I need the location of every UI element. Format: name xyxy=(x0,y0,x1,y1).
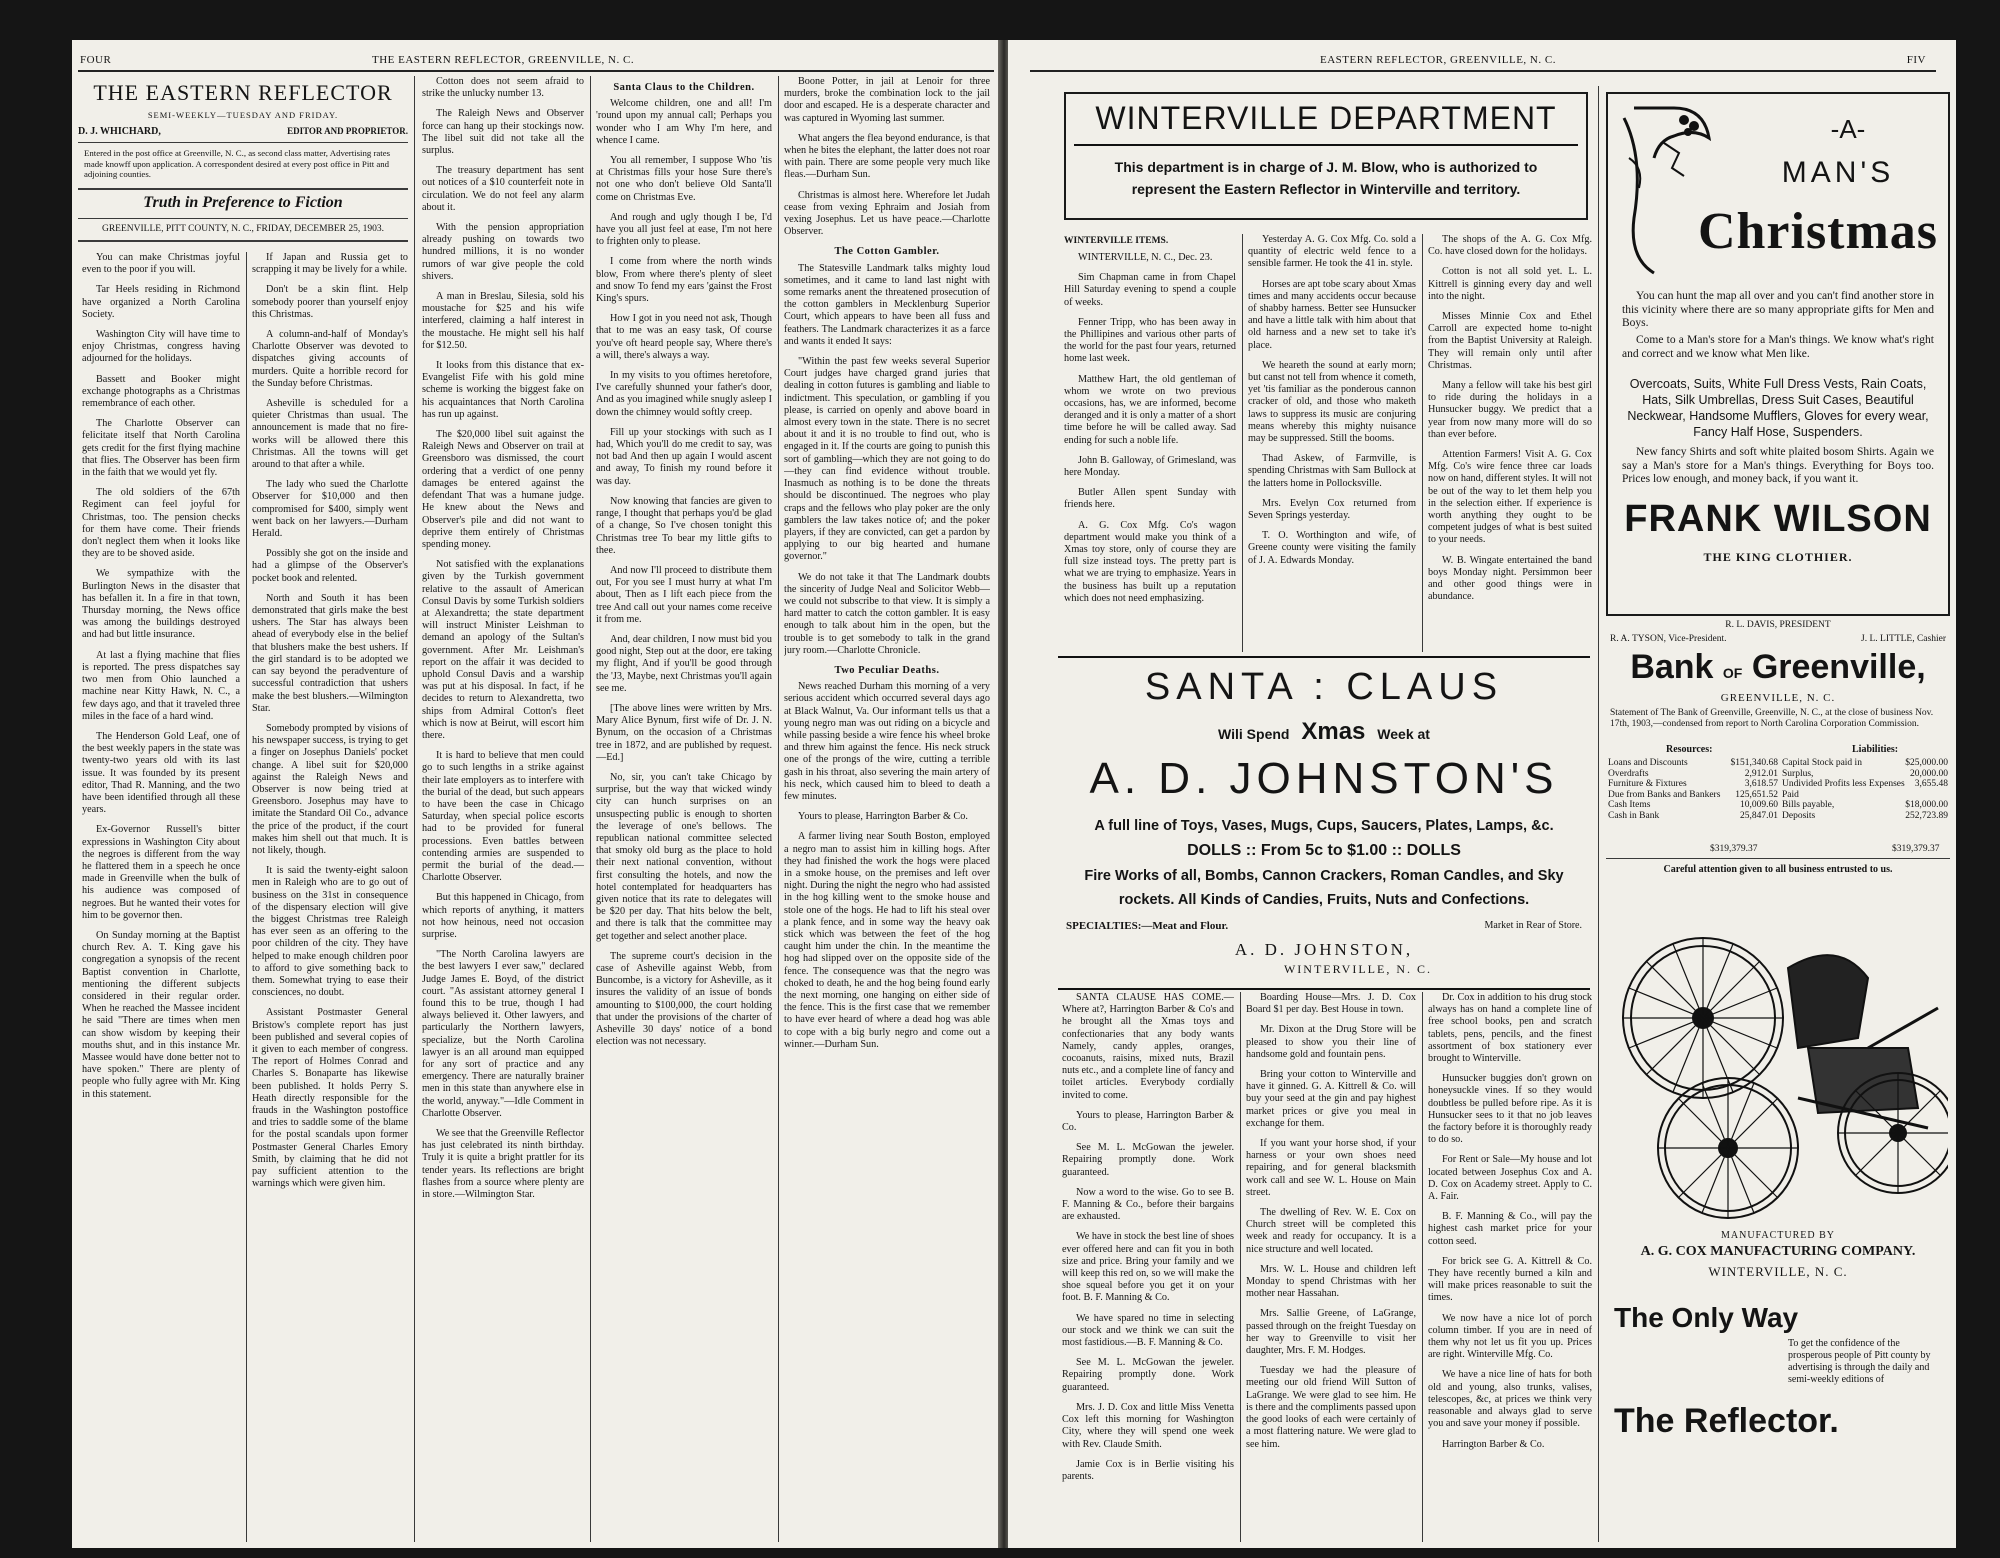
reflector-headline: The Only Way xyxy=(1614,1302,1799,1333)
bank-total-resources: $319,379.37 xyxy=(1710,844,1758,854)
poem-stanza: You all remember, I suppose Who 'tis at Christmas fills your hose Sure there's not one who don't believe Old Santa'll come on Christmas Eve. xyxy=(596,155,772,203)
news-item: SANTA CLAUSE HAS COME.—Where at?, Harrington Barber & Co's and he brought all the Xmas toys and confectionaries that any body wants Namely, candy apples, oranges, cocoanuts, raisins, mixed nuts, Brazil nuts etc., and a complete line of fancy and toilet articles. Everybody cordially invited to come. xyxy=(1062,992,1234,1101)
page-folio-right: FIV xyxy=(1906,54,1926,66)
article-paragraph: Assistant Postmaster General Bristow's complete report has just been published and several copies of it given to each member of congress. The report of Holmes Conrad and Charles S. Bonaparte has likewise been published. It holds Perry S. Heath directly responsible for the frauds in the Washington postoffice and tries to saddle some of the blame for the postal scandals upon former Postmaster General Charles Emory Smith, by claiming that he did not pay sufficient attention to the warnings which were given him. xyxy=(252,1007,408,1190)
bank-title-a: Bank xyxy=(1630,648,1714,686)
article-paragraph: Boone Potter, in jail at Lenoir for three murders, broke the combination lock to the jail door and escaped. He is a desperate character and was captured in Wyoming last summer. xyxy=(784,76,990,124)
news-item: Now a word to the wise. Go to see B. F. Manning & Co., before their bargains are exhausted. xyxy=(1062,1186,1234,1223)
masthead-subtitle: SEMI-WEEKLY—TUESDAY AND FRIDAY. xyxy=(147,110,339,120)
article-paragraph: Ex-Governor Russell's bitter expressions in Washington City about the negroes is different from the way he flattered them in a speech he once made in Greenville when the bulk of his audience was composed of negroes. But he wanted their votes for him to be governor then. xyxy=(82,824,240,921)
page-folio: FOUR xyxy=(80,54,112,66)
article-paragraph: Somebody prompted by visions of his newspaper success, is trying to get a finger on Josephus Daniels' pocket change. A libel suit for $20,000 against the Raleigh News and Observer is now being tried at Greensboro. Josephus may have to imitate the Standard Oil Co., advance the price of the product, if the court makes him shell out that much. It is not likely, though. xyxy=(252,722,408,856)
column-rule xyxy=(778,76,779,1542)
poem-stanza: In my visits to you oftimes heretofore, I've carefully shunned your father's door, And as you imagined while snugly asleep I down the chimney would softly creep. xyxy=(596,370,772,418)
statement-row xyxy=(1782,811,1948,822)
article-paragraph: If Japan and Russia get to scrapping it may be lively for a while. xyxy=(252,252,408,276)
news-item: A. G. Cox Mfg. Co's wagon department would make you think of a Xmas toy store, only of course they are full size instead toys. The pretty part is what we are trying to emphasize. Years in the business has built up a reputation which does not need emphasizing. xyxy=(1064,519,1236,604)
poem-stanza: And, dear children, I now must bid you good night, Step out at the door, ere taking my flight, And if you'll be good through the 'J3, Maybe, next Christmas you'll again see me. xyxy=(596,633,772,694)
winterville-subtitle: This department is in charge of J. M. Blow, who is authorized to represent the Eastern Reflector in Winterville and territory. xyxy=(1114,159,1538,197)
reflector-name: The Reflector. xyxy=(1614,1402,1839,1440)
statement-row xyxy=(1608,800,1778,811)
article-paragraph: On Sunday morning at the Baptist church Rev. A. T. King gave his congregation a synopsis of the recent Baptist convention in Charlotte, mentioning the different subjects considered in their regular order. When he reached the Massee incident he said "There are times when men can show wisdom by keeping their mouths shut, and in this instance Mr. Massee would have done better not to have spoken." There are plenty of people who fully agree with Mr. King in this statement. xyxy=(82,929,240,1100)
bank-title-b: Greenville, xyxy=(1751,648,1926,686)
mans-ad-name: FRANK WILSON xyxy=(1624,498,1932,540)
santa-line-4: A full line of Toys, Vases, Mugs, Cups, Saucers, Plates, Lamps, &c. xyxy=(1094,818,1554,834)
article-paragraph: The Statesville Landmark talks mighty loud sometimes, and it came to land last night with some remarks anent the threatened prosecution of the cotton gamblers in Mecklenburg Superior Court, which appears to have been all fuss and feathers. The Landmark characterizes it as a farce and wants it ended It says: xyxy=(784,262,990,347)
poem-title: Santa Claus to the Children. xyxy=(613,82,755,93)
buggy-ad xyxy=(1608,898,1948,1282)
article-paragraph: At last a flying machine that flies is reported. The press dispatches say two men from Ohio launched a machine near Kitty Hawk, N. C., a few days ago, and that it traveled three miles in the face of a hard wind. xyxy=(82,649,240,722)
statement-item: Loans and Discounts xyxy=(1608,758,1688,768)
article-paragraph: You can make Christmas joyful even to the poor if you will. xyxy=(82,252,240,276)
winterville-title: WINTERVILLE DEPARTMENT xyxy=(1095,100,1557,136)
news-item: If you want your horse shod, if your harness or your own shoes need repairing, and for general blacksmith work call and see W. L. House on Main street. xyxy=(1246,1138,1416,1198)
news-item: We have a nice line of hats for both old and young, also trunks, valises, telescopes, &c, at prices we think very reasonable and always glad to serve you and save your money if possible. xyxy=(1428,1369,1592,1430)
santa-xmas: Xmas xyxy=(1301,718,1366,745)
masthead-rule-4 xyxy=(78,240,408,242)
news-item: See M. L. McGowan the jeweler. Repairing promptly done. Work guaranteed. xyxy=(1062,1357,1234,1393)
news-item: We have in stock the best line of shoes ever offered here and can fit you in both size and price. Bring your family and we will keep this red on, so we will make the shoe squeal before you get it on your foot. B. F. Manning & Co. xyxy=(1062,1231,1234,1304)
news-item: Butler Allen spent Sunday with friends here. xyxy=(1064,487,1236,511)
news-item: Boarding House—Mrs. J. D. Cox Board $1 per day. Best House in town. xyxy=(1246,992,1416,1016)
statement-item: Due from Banks and Bankers xyxy=(1608,789,1721,800)
bottom-column-1 xyxy=(1062,992,1234,1542)
article-paragraph: A column-and-half of Monday's Charlotte Observer was devoted to dispatches giving accounts of murders. Quite a horrible record for the Sunday before Christmas. xyxy=(252,329,408,389)
news-item: The dwelling of Rev. W. E. Cox on Church street will be completed this week and ready for occupancy. It is a nice structure and well located. xyxy=(1246,1207,1416,1255)
dateline: GREENVILLE, PITT COUNTY, N. C., FRIDAY, DECEMBER 25, 1903. xyxy=(101,224,385,234)
statement-amount: 10,009.60 xyxy=(1740,800,1778,810)
masthead-rule-3 xyxy=(78,218,408,219)
article-paragraph: North and South it has been demonstrated that girls make the best ushers. The Star has always been ahead of everybody else in the belief that blushers make the best ushers. If the girl standard is to be adopted we can say beyond the peradventure of successful contradiction that ushers make the best blushers.—Wilmington Star. xyxy=(252,592,408,714)
article-paragraph: "The North Carolina lawyers are the best lawyers I ever saw," declared Judge James E. Boyd, of the district court. "As assistant attorney general I found this to be true, though I had always believed it. Other lawyers, and particularly the Northern lawyers, specialize, but the North Carolina lawyer is an all around man equipped for any sort of practice and any emergency. There are naturally brainer men in this state than anywhere else in the world, anyway."—Idle Comment in Charlotte Observer. xyxy=(422,949,584,1119)
news-item: Mrs. Sallie Greene, of LaGrange, passed through on the freight Tuesday on her way to Greenville to visit her daughter, Mrs. F. M. Hodges. xyxy=(1246,1308,1416,1357)
statement-item: Undivided Profits less Expenses Paid xyxy=(1782,779,1905,800)
bank-resources-label: Resources: xyxy=(1666,744,1713,755)
statement-row xyxy=(1782,779,1948,800)
reflector-ad xyxy=(1608,1302,1948,1542)
article-paragraph: News reached Durham this morning of a very serious accident which occurred several days ago at Black Walnut, Va. Our informant tells us that a young negro man was out riding on a bicycle and while passing beside a wire fence his wheel broke and threw him against the fence. His neck struck one of the prongs of the wire, cutting a terrible gash in his throat, also severing the main artery of his neck, which caused him to bleed to death a few minutes. xyxy=(784,681,990,802)
news-item: Yours to please, Harrington Barber & Co. xyxy=(1062,1109,1234,1134)
article-paragraph: A farmer living near South Boston, employed a negro man to assist him in killing hogs. After they had finished the work the hogs were placed in a smoke house, on the premises and left over night. During the night the negro who had assisted in the hog killing went to the smoke house and stole one of the hogs. He had to lift his steal over a plank fence, and in some way the heavy oak stick which was between the feet of the hog caught him under the chin. In the meantime the hog had slipped over on the opposite side of the fence. The consequence was that the negro was choked to death, he and the hog being found early the next morning, one hanging on either side of the fence. This is the first case that we remember to have ever heard of where a dead hog was able to cope with a big burly negro and come out a winner.—Durham Sun. xyxy=(784,831,990,1050)
article-title: The Cotton Gambler. xyxy=(834,246,940,258)
news-item: We have spared no time in selecting our stock and we think we can suit the most fastidious.—B. F. Manning & Co. xyxy=(1062,1312,1234,1349)
reflector-body: To get the confidence of the prosperous people of Pitt county by advertising is through the daily and semi-weekly editions of xyxy=(1788,1338,1931,1385)
bank-footer: Careful attention given to all business entrusted to us. xyxy=(1663,864,1893,875)
winterville-items-title: WINTERVILLE ITEMS. xyxy=(1064,236,1169,246)
santa-sig-name: A. D. JOHNSTON, xyxy=(1234,940,1414,959)
column-rule xyxy=(414,76,415,1542)
mans-ad-list: Overcoats, Suits, White Full Dress Vests, Rain Coats, Hats, Silk Umbrellas, Dress Suit Cases, Beautiful Neckwear, Handsome Mufflers, Gloves for every wear, Fancy Half Hose, Suspenders. xyxy=(1627,377,1929,439)
article-paragraph: The Charlotte Observer can felicitate itself that North Carolina gets credit for the first flying machine that flies. The Observer has been firm in the faith that we would yet fly. xyxy=(82,418,240,479)
article-paragraph: Bassett and Booker might exchange photographs as a Christmas remembrance of each other. xyxy=(82,373,240,410)
left-column-4 xyxy=(596,76,772,1542)
article-paragraph: Washington City will have time to enjoy Christmas, congress having adjourned for the holidays. xyxy=(82,329,240,365)
article-title: Two Peculiar Deaths. xyxy=(834,664,940,676)
santa-sig-place: WINTERVILLE, N. C. xyxy=(1283,962,1432,976)
news-item: John B. Galloway, of Grimesland, was here Monday. xyxy=(1064,454,1236,479)
bank-ad xyxy=(1606,620,1950,892)
buggy-mfd: MANUFACTURED BY xyxy=(1721,1230,1835,1241)
news-item: Harrington Barber & Co. xyxy=(1442,1438,1545,1450)
santa-line-2 xyxy=(1058,718,1590,746)
news-item: Sim Chapman came in from Chapel Hill Saturday evening to spend a couple of weeks. xyxy=(1064,272,1236,308)
article-paragraph: The Raleigh News and Observer force can hang up their stockings now. The libel suit did not take all the surplus. xyxy=(422,108,584,157)
article-paragraph: Don't be a skin flint. Help somebody poorer than yourself enjoy this Christmas. xyxy=(252,284,408,320)
statement-amount: 3,618.57 xyxy=(1744,779,1778,789)
news-item: For brick see G. A. Kittrell & Co. They have recently burned a kiln and will make prices reasonable to suit the times. xyxy=(1428,1255,1592,1304)
column-rule xyxy=(590,76,591,1542)
winterville-box xyxy=(1064,92,1588,220)
poem-stanza: And now I'll proceed to distribute them out, For you see I must hurry at what I'm about, Then as I lift each piece from the tree And call out your names come receive it from me. xyxy=(596,564,772,625)
bank-place: GREENVILLE, N. C. xyxy=(1720,692,1836,704)
article-paragraph: The treasury department has sent out notices of a $10 counterfeit note in circulation. We do not feel any alarm about it. xyxy=(422,165,584,213)
statement-row xyxy=(1782,769,1948,780)
statement-item: Surplus, xyxy=(1782,768,1814,779)
news-item: Tuesday we had the pleasure of meeting our old friend Will Sutton of LaGrange. We were glad to see him. He is there and the compliments passed upon the good looks of each were certainly of a most flattering nature. We were glad to see him. xyxy=(1246,1365,1416,1450)
column-rule xyxy=(246,252,247,1542)
poem-stanza: Now knowing that fancies are given to range, I thought that perhaps you'd be glad of a change, So I've chosen tonight this Christmas tree To bear my little gifts to thee. xyxy=(596,495,772,556)
buggy-illustration-icon xyxy=(1608,898,1948,1228)
article-paragraph: "Within the past few weeks several Superior Court judges have charged grand juries that dealing in cotton futures is gambling and liable to indictment. This speculation, or gambling if you please, is carried on openly and above board in almost every town in the state. There is no secret about it and it is no trouble to find out, who is engaged in it. If the courts are going to punish this sort of gambling—which they are not going to do—they can find evidence without trouble. Inasmuch as nothing is to be done the threats should be discontinued. The negroes who play craps and the fellows who play poker are the only gamblers the law takes notice of; and the poker players, if they are convicted, can get a pardon by applying to our big hearted and humane governor." xyxy=(784,356,990,563)
left-column-1 xyxy=(82,252,240,1542)
editor-name: D. J. WHICHARD, xyxy=(78,126,161,137)
bank-cashier: J. L. LITTLE, Cashier xyxy=(1861,634,1946,644)
masthead xyxy=(78,76,408,276)
mans-ad-body-1: You can hunt the map all over and you can't find another store in this vicinity where there are so many appropriate gifts for Men and Boys. xyxy=(1622,290,1934,329)
column-rule xyxy=(1240,992,1241,1542)
news-item: We now have a nice lot of porch column timber. If you are in need of them why not let us fit you up. Prices are right. Winterville Mfg. Co. xyxy=(1428,1312,1592,1361)
article-paragraph: Christmas is almost here. Wherefore let Judah cease from vexing Ephraim and Josiah from vexing Josephus. Let us have peace.—Charlotte Observer. xyxy=(784,189,990,238)
bank-rule xyxy=(1606,858,1950,859)
bottom-column-2 xyxy=(1246,992,1416,1542)
article-paragraph: Asheville is scheduled for a quieter Christmas than usual. The announcement is made that no fire-works will be allowed there this Christmas. All the towns will get around to that after a while. xyxy=(252,398,408,471)
statement-item: Cash in Bank xyxy=(1608,810,1660,821)
news-item: See M. L. McGowan the jeweler. Repairing promptly done. Work guaranteed. xyxy=(1062,1142,1234,1178)
statement-amount: 125,651.52 xyxy=(1735,789,1778,800)
article-paragraph: We sympathize with the Burlington News in the disaster that has befallen it. In a fire in that town, Thursday morning, the News office was among the buildings destroyed and had but little insurance. xyxy=(82,568,240,641)
poem-stanza: Fill up your stockings with such as I had, Which you'll do me credit to say, was not bad And then up again I would ascent and away, To finish my round before it was day. xyxy=(596,426,772,487)
article-paragraph: A man in Breslau, Silesia, sold his moustache for $25 and his wife interfered, claiming a half interest in the moustache. He might sell his half for $12.50. xyxy=(422,291,584,351)
santa-specialties: SPECIALTIES:—Meat and Flour. xyxy=(1066,920,1229,932)
news-item: Mrs. W. L. House and children left Monday to spend Christmas with her mother near Hassahan. xyxy=(1246,1263,1416,1300)
poem-stanza: Welcome children, one and all! I'm 'round upon my annual call; Perhaps you wonder who I am Why I'm here, and whence I came. xyxy=(596,98,772,146)
statement-item: Deposits xyxy=(1782,810,1816,821)
news-item: We heareth the sound at early morn; but canst not tell from whence it cometh, yet 'tis familiar as the ponderous cannon cracker of old, and those who maketh laws to suppress its music are conjuring means whereby this mighty nuisance may be suppressed. Still the booms. xyxy=(1248,359,1416,445)
masthead-rule-2 xyxy=(78,188,408,190)
winterville-column-2 xyxy=(1248,234,1416,652)
statement-item: Cash Items xyxy=(1608,800,1651,810)
santa-claus-ad xyxy=(1058,656,1590,990)
article-paragraph: With the pension appropriation already pushing on towards two hundred millions, it is no wonder rumors of war give people the cold shivers. xyxy=(422,222,584,282)
news-item: Mrs. J. D. Cox and little Miss Venetta Cox left this morning for Washington City, where they will spend one week with Rev. Claude Smith. xyxy=(1062,1401,1234,1450)
mans-ad-a: -A- xyxy=(1830,114,1866,144)
column-rule xyxy=(1598,86,1599,1542)
santa-week-at: Week at xyxy=(1377,726,1430,742)
mans-ad-mans: MAN'S xyxy=(1781,156,1895,189)
statement-row xyxy=(1608,790,1778,801)
bottom-column-3 xyxy=(1428,992,1592,1542)
article-paragraph: Yours to please, Harrington Barber & Co. xyxy=(798,811,968,823)
article-paragraph: No, sir, you can't take Chicago by surprise, but the way that wicked windy city can hunch surprises on an unsuspecting public is enough to shorten the leverage of one's bellows. The republican national committee selected that smoky old burg as the place to hold their next national convention, without first consulting the hotels, and now the hotel contemplated for headquarters has given notice that its rate to delegates will be $20 per day. That hits below the belt, and there is talk that the committee may get together and select another place. xyxy=(596,771,772,942)
statement-row xyxy=(1608,779,1778,790)
news-item: Fenner Tripp, who has been away in the Phillipines and various other parts of the world for the past four years, returned home last week. xyxy=(1064,316,1236,365)
bank-statement: Statement of The Bank of Greenville, Greenville, N. C., at the close of business Nov. 17th, 1903,—condensed from report to North Carolina Corporation Commission. xyxy=(1610,708,1934,729)
article-paragraph: What angers the flea beyond endurance, is that when he bites the elephant, the latter does not roar with pain. There are some people very much like fleas.—Durham Sun. xyxy=(784,132,990,181)
mans-ad-tag: THE KING CLOTHIER. xyxy=(1703,550,1853,564)
masthead-notice: Entered in the post office at Greenville, N. C., as second class matter, Advertising rates made knowff upon application. A correspondent desired at every post office in Pitt and adjoining counties. xyxy=(84,148,391,179)
news-item: Misses Minnie Cox and Ethel Carroll are expected home to-night from the Baptist University at Raleigh. They will remain only until after Christmas. xyxy=(1428,311,1592,371)
news-item: Bring your cotton to Winterville and have it ginned. G. A. Kittrell & Co. will buy your seed at the gin and pay highest market prices or give you meal in exchange for them. xyxy=(1246,1069,1416,1129)
mans-ad-body-2: Come to a Man's store for a Man's things. We know what's right and correct and we know what Men like. xyxy=(1622,334,1934,360)
news-item: B. F. Manning & Co., will pay the highest cash market price for your cotton seed. xyxy=(1428,1211,1592,1247)
buggy-company: A. G. COX MANUFACTURING COMPANY. xyxy=(1640,1244,1916,1259)
news-item: Horses are apt tobe scary about Xmas times and many accidents occur because of shabby harness. Better see Hunsucker and have a little talk with him about that old harness and a new set to take it's place. xyxy=(1248,278,1416,351)
poem-note: [The above lines were written by Mrs. Mary Alice Bynum, first wife of Dr. J. N. Bynum, on the occasion of a Christmas tree in 1872, and are published by request.—Ed.] xyxy=(596,702,772,763)
statement-amount: $151,340.68 xyxy=(1730,758,1778,768)
bank-title-of: OF xyxy=(1722,665,1743,681)
right-page xyxy=(1008,40,1956,1548)
article-paragraph: The Henderson Gold Leaf, one of the best weekly papers in the state was twenty-two years old with its last issue. It was founded by its present editor, Thad R. Manning, and the two have been identified through all these years. xyxy=(82,730,240,816)
statement-item: Capital Stock paid in xyxy=(1782,758,1862,768)
statement-amount: 252,723.89 xyxy=(1905,810,1948,821)
winterville-column-1 xyxy=(1064,252,1236,652)
mans-ad-body-3: New fancy Shirts and soft white plaited bosom Shirts. Again we say a Man's store for a Man's things. Everything for Boys too. Prices low enough, and money back, if you want it. xyxy=(1622,446,1934,485)
mans-ad-christmas: Christmas xyxy=(1697,203,1939,260)
left-column-2 xyxy=(252,252,408,1542)
bank-liabilities-label: Liabilities: xyxy=(1852,744,1899,755)
santa-dolls: DOLLS :: From 5c to $1.00 :: DOLLS xyxy=(1187,842,1461,859)
news-item: For Rent or Sale—My house and lot located between Josephus Cox and A. D. Cox on Academy street. Apply to C. A. Fair. xyxy=(1428,1154,1592,1203)
santa-market: Market in Rear of Store. xyxy=(1484,920,1582,931)
statement-item: Overdrafts xyxy=(1608,768,1649,779)
left-page xyxy=(72,40,1000,1548)
news-item: W. B. Wingate entertained the band boys Monday night. Persimmon beer and other good things were in abundance. xyxy=(1428,554,1592,603)
news-item: WINTERVILLE, N. C., Dec. 23. xyxy=(1078,252,1213,263)
news-item: Yesterday A. G. Cox Mfg. Co. sold a quantity of electric weld fence to a sensible farmer. He took the 41 in. style. xyxy=(1248,234,1416,270)
buggy-place: WINTERVILLE, N. C. xyxy=(1708,1264,1848,1279)
left-column-3 xyxy=(422,76,584,1542)
bank-title xyxy=(1606,648,1950,687)
statement-row xyxy=(1608,811,1778,822)
statement-item: Bills payable, xyxy=(1782,800,1835,810)
running-head: THE EASTERN REFLECTOR, GREENVILLE, N. C. xyxy=(372,54,635,66)
article-paragraph: It is said the twenty-eight saloon men in Raleigh who are to go out of business on the 31st in consequence of the dispensary election will give the biggest Christmas tree Raleigh has ever seen as an offering to the poor children of the city. They have helped to make enough children poor to afford to give something back to them. Somewhat trying to ease their consciences, no doubt. xyxy=(252,865,408,999)
poem-stanza: And rough and ugly though I be, I'd have you all just feel at ease, I'm not here to frighten only to please. xyxy=(596,211,772,248)
article-paragraph: We see that the Greenville Reflector has just celebrated its ninth birthday. Truly it is quite a bright prattler for its tender years. Its reflections are bright flashes from a source where plenty are in store.—Wilmington Star. xyxy=(422,1128,584,1201)
news-item: Attention Farmers! Visit A. G. Cox Mfg. Co's wire fence three car loads now on hand, different styles. It will not be out of the way to let them help you in the selection either. If experience is worth anything they ought to be competent judges of what is best suited to your needs. xyxy=(1428,449,1592,546)
left-column-5 xyxy=(784,76,990,1542)
news-item: T. O. Worthington and wife, of Greene county were visiting the family of J. A. Edwards Monday. xyxy=(1248,530,1416,566)
bank-liabilities-table xyxy=(1782,758,1948,821)
news-item: Mr. Dixon at the Drug Store will be pleased to show you their line of handsome gold and fountain pens. xyxy=(1246,1024,1416,1060)
article-paragraph: But this happened in Chicago, from which reports of anything, it matters not how heinous, need not occasion surprise. xyxy=(422,892,584,940)
statement-amount: 2,912.01 xyxy=(1744,768,1778,779)
article-paragraph: Not satisfied with the explanations given by the Turkish government relative to the assault of American Consul Davis by some Turkish soldiers at Alexandretta; the state department will instruct Minister Leishman to demand an apology of the Sultan's government. After Mr. Leishman's report on the affair it was decided to uphold Consul Davis and a warship was put at his disposal. In fact, if he decides to return to Alexandretta, two ships from Admiral Cotton's fleet which is now at Beirut, will escort him there. xyxy=(422,559,584,741)
news-item: Jamie Cox is in Berlie visiting his parents. xyxy=(1062,1458,1234,1482)
statement-row xyxy=(1608,769,1778,780)
santa-store-name: A. D. JOHNSTON'S xyxy=(1089,754,1559,803)
masthead-motto: Truth in Preference to Fiction xyxy=(143,194,343,211)
column-rule xyxy=(1242,234,1243,652)
statement-row xyxy=(1782,800,1948,811)
article-paragraph: It looks from this distance that ex-Evangelist Fife with his gold mine scheme is working the biggest fake on his acquaintances that North Carolina has run up against. xyxy=(422,360,584,420)
article-paragraph: Tar Heels residing in Richmond have organized a North Carolina Society. xyxy=(82,284,240,320)
santa-headline: SANTA : CLAUS xyxy=(1144,666,1504,708)
news-item: Dr. Cox in addition to his drug stock always has on hand a complete line of free school books, pen and scratch tablets, pens, pencils, and the finest assortment of box stationery ever brought to Winterville. xyxy=(1428,992,1592,1065)
news-item: Cotton is not all sold yet. L. L. Kittrell is ginning every day and well into the night. xyxy=(1428,266,1592,302)
masthead-rule xyxy=(78,142,408,143)
column-rule xyxy=(1422,992,1423,1542)
article-paragraph: The supreme court's decision in the case of Asheville against Webb, from Buncombe, is a victory for Asheville, as it insures the validity of an issue of bonds amounting to $100,000, the court holding that under the provisions of the charter of Asheville 30 days' notice of a bond election was not necessary. xyxy=(596,950,772,1048)
winterville-rule xyxy=(1074,144,1578,146)
news-item: The shops of the A. G. Cox Mfg. Co. have closed down for the holidays. xyxy=(1428,234,1592,258)
statement-amount: 25,847.01 xyxy=(1740,810,1778,821)
poem-stanza: I come from where the north winds blow, From where there's plenty of sleet and snow To fend my ears 'gainst the Frost King's spurs. xyxy=(596,256,772,305)
statement-row xyxy=(1608,758,1778,769)
masthead-title: THE EASTERN REFLECTOR xyxy=(93,80,393,105)
article-paragraph: Possibly she got on the inside and had a glimpse of the Observer's pocket book and relented. xyxy=(252,548,408,584)
mans-christmas-ad xyxy=(1606,92,1950,616)
news-item: Mrs. Evelyn Cox returned from Seven Springs yesterday. xyxy=(1248,497,1416,522)
article-paragraph: The $20,000 libel suit against the Raleigh News and Observer on trail at Greensboro was dismissed, the court ordering that a verdict of one penny damages be entered against the defendant That was a humane judge. He knew about the News and Observer's pile and did not want to deprive them entirely of Christmas spending money. xyxy=(422,429,584,550)
news-item: Hunsucker buggies don't grown on honeysuckle vines. If so they would doubtless be pulled before ripe. As it is Hunsucker sees to it that no job leaves the factory before it is thoroughly ready to do so. xyxy=(1428,1073,1592,1146)
header-rule xyxy=(78,70,994,72)
article-paragraph: We do not take it that The Landmark doubts the sincerity of Judge Neal and Solicitor Webb—we could not subscribe to that view. It is simply a hard matter to catch the cotton gambler. It is easy enough to talk about him in the open, but the trouble is to get somebody to talk in the grand jury room.—Charlotte Chronicle. xyxy=(784,571,990,656)
news-item: Matthew Hart, the old gentleman of whom we wrote on two previous occasions, has, we are informed, become deranged and it is only a matter of a short time before he will be called away. Sad ending for such a noble life. xyxy=(1064,373,1236,446)
news-item: Thad Askew, of Farmville, is spending Christmas with Sam Bullock at the latters home in Pollocksville. xyxy=(1248,453,1416,489)
article-paragraph: Cotton does not seem afraid to strike the unlucky number 13. xyxy=(422,76,584,100)
article-paragraph: The lady who sued the Charlotte Observer for $10,000 and then compromised for $400, simply went went back on her lawyers.—Durham Herald. xyxy=(252,479,408,540)
header-rule-right xyxy=(1030,70,1936,72)
statement-item: Furniture & Fixtures xyxy=(1608,779,1687,789)
winterville-column-3 xyxy=(1428,234,1592,652)
santa-line-6: Fire Works of all, Bombs, Cannon Crackers, Roman Candles, and Sky xyxy=(1084,868,1564,884)
article-paragraph: The old soldiers of the 67th Regiment can feel joyful for Christmas, too. The pension checks for them have come. Their friends don't neglect them when it looks like they are to be shoved aside. xyxy=(82,487,240,560)
santa-line-7: rockets. All Kinds of Candies, Fruits, Nuts and Confections. xyxy=(1118,892,1530,908)
editor-role: EDITOR AND PROPRIETOR. xyxy=(287,126,408,136)
statement-amount: 3,655.48 xyxy=(1914,779,1948,789)
poem-stanza: How I got in you need not ask, Though that to me was an easy task, Of course you've oft heard people say, Where there's a will, there's always a way. xyxy=(596,313,772,361)
column-rule xyxy=(1422,234,1423,652)
santa-will-spend: Wili Spend xyxy=(1218,726,1290,742)
bank-president: R. L. DAVIS, PRESIDENT xyxy=(1725,620,1831,630)
article-paragraph: It is hard to believe that men could go to such lengths in a strike against their late employers as to interfere with the burial of the dead, but such appears to have been the case in Chicago Saturday, when special police escorts had to be provided for funeral processions. Even battles between contending armies are suspended to permit the burial of the dead.—Charlotte Observer. xyxy=(422,750,584,884)
statement-row xyxy=(1782,758,1948,769)
running-head-right: EASTERN REFLECTOR, GREENVILLE, N. C. xyxy=(1320,54,1556,66)
bank-total-liabilities: $319,379.37 xyxy=(1892,844,1940,854)
bank-vp: R. A. TYSON, Vice-President. xyxy=(1610,634,1727,644)
statement-amount: $18,000.00 xyxy=(1905,800,1948,810)
statement-amount: 20,000.00 xyxy=(1910,768,1948,779)
statement-amount: $25,000.00 xyxy=(1905,758,1948,768)
news-item: Many a fellow will take his best girl to ride during the holidays in a Hunsucker buggy. We predict that a year from now many more will do so than ever before. xyxy=(1428,380,1592,440)
bank-resources-table xyxy=(1608,758,1778,821)
